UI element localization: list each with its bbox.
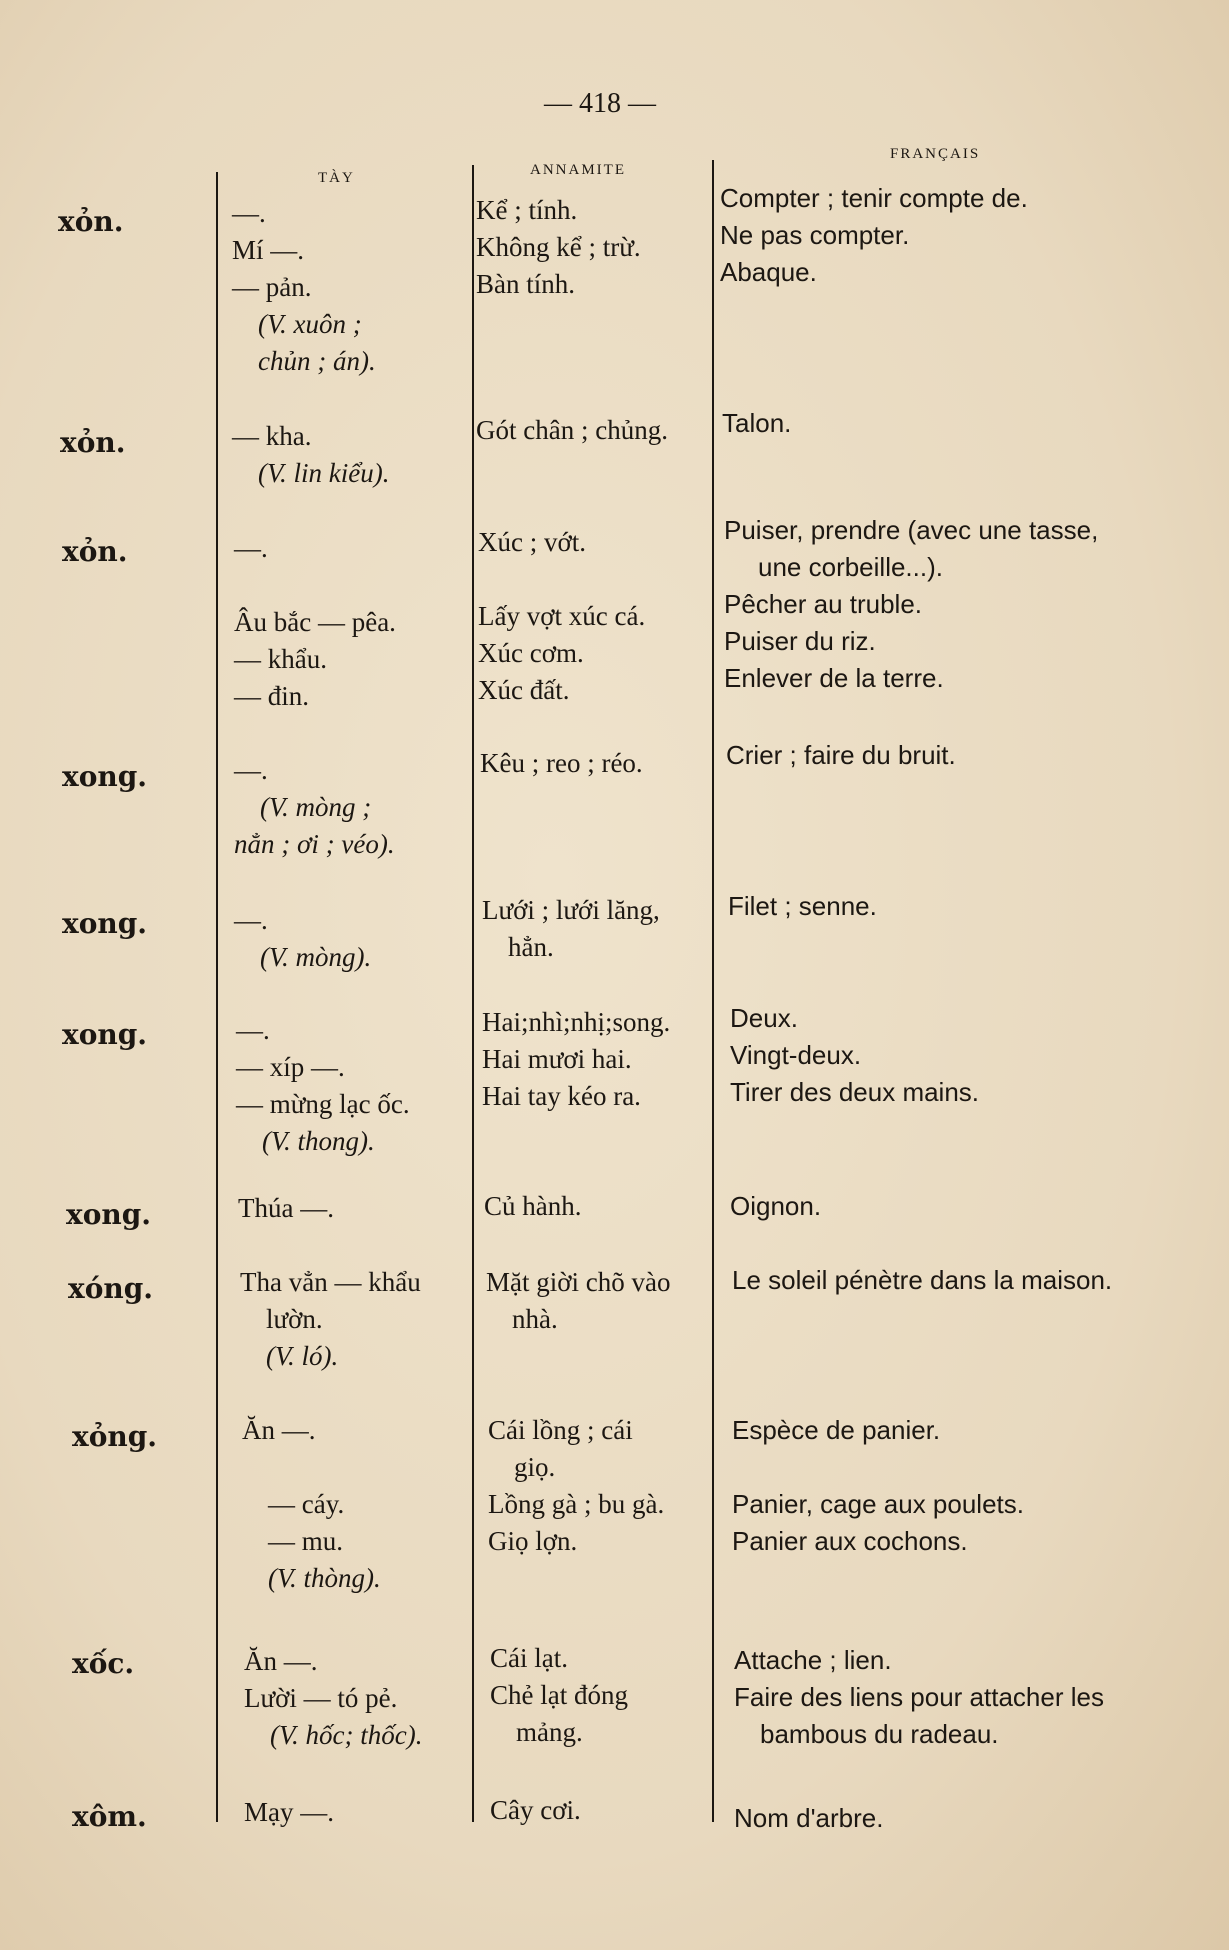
entry-line: —.	[234, 905, 268, 935]
entry-line: Espèce de panier.	[732, 1415, 941, 1445]
tay-cell	[242, 1412, 381, 1597]
entry-line: Lấy vợt xúc cá.	[478, 601, 646, 631]
entry-line: Hai mươi hai.	[482, 1044, 632, 1074]
entry-line: Tirer des deux mains.	[730, 1077, 980, 1107]
annamite-cell	[480, 745, 643, 782]
page-number: — 418 —	[544, 88, 656, 119]
entry-line: Le soleil pénètre dans la maison.	[732, 1265, 1113, 1295]
entry-line: (V. thòng).	[268, 1563, 381, 1593]
french-cell	[734, 1800, 883, 1837]
entry-line: mảng.	[516, 1717, 583, 1747]
headword: xong.	[66, 1198, 152, 1231]
entry-line: Abaque.	[720, 257, 817, 287]
entry-line: une corbeille...).	[758, 552, 943, 582]
tay-cell	[236, 1012, 410, 1160]
french-cell	[730, 1000, 979, 1111]
entry-line: Giọ lợn.	[488, 1526, 578, 1556]
entry-line: Xúc đất.	[478, 675, 570, 705]
entry-line: —.	[234, 533, 268, 563]
entry-line: Cây cơi.	[490, 1795, 581, 1825]
french-cell	[732, 1262, 1112, 1299]
entry-line: Puiser du riz.	[724, 626, 876, 656]
entry-line: — cáy.	[268, 1489, 345, 1519]
entry-line: Mặt giời chõ vào	[486, 1267, 671, 1297]
tay-cell	[234, 530, 396, 715]
annamite-cell	[484, 1188, 582, 1225]
entry-line	[242, 1449, 381, 1486]
entry-line: Cái lạt.	[490, 1643, 568, 1673]
tay-cell	[240, 1264, 421, 1375]
entry-line: Deux.	[730, 1003, 798, 1033]
annamite-cell	[476, 192, 641, 303]
annamite-cell	[486, 1264, 671, 1338]
entry-line: lườn.	[266, 1304, 323, 1334]
entry-line: Hai tay kéo ra.	[482, 1081, 641, 1111]
headword: xỏng.	[72, 1420, 158, 1453]
entry-line: Talon.	[722, 408, 792, 438]
headword: xong.	[62, 760, 148, 793]
entry-line: Gót chân ; chủng.	[476, 415, 668, 445]
headword: xóng.	[68, 1272, 154, 1305]
entry-line: Panier, cage aux poulets.	[732, 1489, 1024, 1519]
entry-line: Hai;nhì;nhị;song.	[482, 1007, 671, 1037]
french-cell	[730, 1188, 821, 1225]
entry-line: Lồng gà ; bu gà.	[488, 1489, 665, 1519]
entry-line: Ăn —.	[242, 1415, 316, 1445]
entry-line: Attache ; lien.	[734, 1645, 892, 1675]
column-rule-3	[712, 160, 714, 1822]
entry-line: Enlever de la terre.	[724, 663, 944, 693]
entry-line: — mu.	[268, 1526, 344, 1556]
entry-line: Pêcher au truble.	[724, 589, 923, 619]
entry-line: Củ hành.	[484, 1191, 582, 1221]
entry-line: Crier ; faire du bruit.	[726, 740, 956, 770]
column-rule-2	[472, 165, 474, 1822]
entry-line: Compter ; tenir compte de.	[720, 183, 1028, 213]
tay-cell	[238, 1190, 334, 1227]
entry-line: hẳn.	[508, 932, 554, 962]
entry-line: (V. mòng).	[260, 942, 372, 972]
entry-line: — kha.	[232, 421, 312, 451]
entry-line: Kêu ; reo ; réo.	[480, 748, 643, 778]
entry-line: Mí —.	[232, 235, 305, 265]
entry-line: Không kể ; trừ.	[476, 232, 641, 262]
headword: xong.	[62, 1018, 148, 1051]
entry-line: — xíp —.	[236, 1052, 345, 1082]
entry-line: (V. thong).	[262, 1126, 375, 1156]
entry-line: Âu bắc — pêa.	[234, 607, 396, 637]
annamite-cell	[490, 1640, 628, 1751]
annamite-cell	[490, 1792, 581, 1829]
entry-line: — mừng lạc ốc.	[236, 1089, 410, 1119]
entry-line: Panier aux cochons.	[732, 1526, 968, 1556]
tay-cell	[244, 1794, 334, 1831]
french-cell	[726, 737, 956, 774]
tay-cell	[232, 418, 389, 492]
headword: xong.	[62, 907, 148, 940]
column-header-tay: TÀY	[318, 170, 355, 186]
entry-line: Lưới ; lưới lăng,	[482, 895, 660, 925]
headword: xốc.	[72, 1647, 135, 1680]
entry-line: nẳn ; ơi ; véo).	[234, 829, 395, 859]
entry-line: Lười — tó pẻ.	[244, 1683, 398, 1713]
entry-line: Xúc ; vớt.	[478, 527, 587, 557]
entry-line: Xúc cơm.	[478, 638, 584, 668]
entry-line: (V. lin kiểu).	[258, 458, 390, 488]
entry-line: (V. hốc; thốc).	[270, 1720, 423, 1750]
annamite-cell	[482, 1004, 670, 1115]
french-cell	[728, 888, 877, 925]
annamite-cell	[482, 892, 660, 966]
column-rule-1	[216, 172, 218, 1822]
entry-line: —.	[234, 755, 268, 785]
entry-line: Cái lồng ; cái	[488, 1415, 633, 1445]
annamite-cell	[476, 412, 668, 449]
entry-line: (V. xuôn ;	[258, 309, 362, 339]
entry-line: Bàn tính.	[476, 269, 575, 299]
tay-cell	[232, 195, 376, 380]
entry-line: chủn ; án).	[258, 346, 376, 376]
annamite-cell	[478, 524, 645, 709]
column-header-francais: FRANÇAIS	[890, 146, 981, 162]
entry-line: Ăn —.	[244, 1646, 318, 1676]
french-cell	[720, 180, 1028, 291]
entry-line: — đin.	[234, 681, 310, 711]
entry-line	[478, 561, 645, 598]
headword: xỏn.	[58, 205, 124, 238]
entry-line: Chẻ lạt đóng	[490, 1680, 628, 1710]
entry-line: Puiser, prendre (avec une tasse,	[724, 515, 1099, 545]
entry-line: (V. mòng ;	[260, 792, 372, 822]
entry-line: Vingt-deux.	[730, 1040, 862, 1070]
entry-line: giọ.	[514, 1452, 556, 1482]
entry-line	[234, 567, 396, 604]
entry-line: — khẩu.	[234, 644, 327, 674]
entry-line: Faire des liens pour attacher les	[734, 1682, 1104, 1712]
entry-line: Tha vẳn — khẩu	[240, 1267, 421, 1297]
entry-line: Nom d'arbre.	[734, 1803, 884, 1833]
entry-line: Mạy —.	[244, 1797, 334, 1827]
entry-line: Oignon.	[730, 1191, 822, 1221]
tay-cell	[244, 1643, 422, 1754]
column-header-annamite: ANNAMITE	[530, 162, 626, 178]
entry-line: Ne pas compter.	[720, 220, 910, 250]
headword: xỏn.	[62, 535, 128, 568]
entry-line: Thúa —.	[238, 1193, 334, 1223]
entry-line: (V. ló).	[266, 1341, 339, 1371]
annamite-cell	[488, 1412, 664, 1560]
french-cell	[734, 1642, 1104, 1753]
entry-line: — pản.	[232, 272, 312, 302]
tay-cell	[234, 902, 371, 976]
entry-line: Kể ; tính.	[476, 195, 578, 225]
headword: xôm.	[72, 1800, 147, 1833]
tay-cell	[234, 752, 395, 863]
entry-line: —.	[232, 198, 266, 228]
headword: xỏn.	[60, 426, 126, 459]
entry-line: —.	[236, 1015, 270, 1045]
entry-line: Filet ; senne.	[728, 891, 877, 921]
entry-line	[732, 1449, 1024, 1486]
entry-line: nhà.	[512, 1304, 558, 1334]
french-cell	[732, 1412, 1024, 1560]
french-cell	[724, 512, 1098, 697]
french-cell	[722, 405, 791, 442]
entry-line: bambous du radeau.	[760, 1719, 999, 1749]
